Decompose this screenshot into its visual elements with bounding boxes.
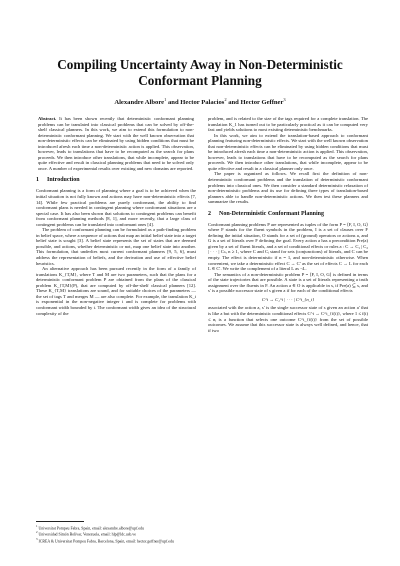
author-separator: and (228, 99, 239, 107)
abstract-text: It has been shown recently that deterministic conformant planning problems can be translated into classical problems that can be solved by off-the-shelf classical planners. In this work, we aim to extend this formulation to non-deterministic conformant planning. We start with the well known observation that non-deterministic effects can be eliminated by using hidden conditions that must be introduced afresh each time a non-deterministic action is applied. This observation, however, leads to translations that have to be recomputed as the search for plans proceeds. We then introduce other translations, that while incomplete, appear to be quite effective and result in classical planning problems that need to be solved only once. A number of experimental results over existing and new domains are reported. (38, 116, 194, 171)
footnote-rule (36, 521, 84, 522)
paragraph: An alternative approach has been pursued recently in the form of a family of translations K_{T,M}, where T and M are two parameters, such that the plans for a deterministic conformant problem P are obtained from the plans of the classical problem K_{T,M}(P), that are computed by off-the-shelf classical planners [12]. These K_{T,M} translations are sound, and for suitable choices of the parameters — the set of tags T and merges M — are also complete. For example, the translation K_i is exponential in the non-negative integer i and is complete for problems with conformant width bounded by i. The conformant width gives an idea of the structural complexity of the (36, 266, 196, 316)
footnote-mark: 1 (36, 523, 38, 528)
author-name: Alexandre Albore (114, 99, 165, 107)
abstract-label: Abstract. (38, 116, 57, 121)
footnote (36, 524, 196, 531)
paragraph: Conformant planning problems P are represented as tuples of the form P = ⟨F, I, O, G⟩ where F stands for the fluent symbols in the problem, I is a set of clauses over F defining the initial situation, O stands for a set of (ground) operators or actions a, and G is a set of literals over F defining the goal. Every action a has a precondition Pre(a) given by a set of fluent literals, and a set of conditional effects or rules a : C → C₁ | C₂ | · · · | Cₙ, n ≥ 1, where C and Cᵢ stand for sets (conjunctions) of literals, and C can be empty. The effect is deterministic if n = 1, and non-deterministic otherwise. When convenient, we take a deterministic effect C → C′ as the set of effects C → L for each L ∈ C′. We write the complement of a literal L as ¬L. (208, 221, 368, 272)
section-heading (36, 177, 196, 184)
paragraph: Conformant planning is a form of planning where a goal is to be achieved when the initial situation is not fully known and actions may have non-deterministic effects [7, 14]. While few practical problems are purely conformant, the ability to find conformant plans is needed in contingent planning where conformant situations are a special case. It has also been shown that solutions to contingent problems can benefit from conformant planning methods [8, 1], and more recently, that a large class of contingent problems can be translated into conformant ones [4]. (36, 188, 196, 227)
equation: C^i → C₁^i | · · · | C^i_{n_i} (261, 296, 315, 302)
section-number: 2 (208, 210, 211, 217)
author-mark: 2 (224, 97, 227, 102)
author-name: Hector Geffner (240, 99, 284, 107)
author-line (30, 96, 370, 107)
footnote-text: ICREA & Universitat Pompeu Fabra, Barcelona, Spain, email: hector.geffner@upf.edu (38, 539, 174, 544)
paper-title: Compiling Uncertainty Away in Non-Deterministic Conformant Planning (57, 57, 343, 88)
paragraph: The paper is organized as follows. We recall first the definition of non-deterministic conformant problems and the translation of deterministic conformant problems into classical ones. We then consider a standard deterministic relaxation of non-deterministic problems and its use for defining three types of translation-based planners able to handle non-deterministic actions. We then test these planners and summarize the results. (208, 171, 368, 205)
footnote-text: Universidad Simón Bolívar, Venezuela, email: hlp@ldc.usb.ve (38, 532, 136, 537)
right-column (208, 116, 368, 333)
paragraph: problem, and is related to the size of the tags required for a complete translation. The translation K_1 has turned out to be particularly practical as it can be computed very fast and yields solutions to most existing deterministic benchmarks. (208, 116, 368, 133)
section-heading (208, 211, 368, 218)
paragraph: The semantics of a non-deterministic problem P = ⟨F, I, O, G⟩ is defined in terms of the state trajectories that are possible. A state is a set of literals representing a truth assignment over the fluents in F. An action a ∈ O is applicable in s, if Pre(a) ⊆ s, and s′ is a possible successor state of s given a if for each of the conditional effects (208, 271, 368, 294)
footnote-mark: 3 (36, 537, 38, 542)
abstract (36, 116, 196, 171)
left-column (36, 116, 196, 316)
author-separator: and (168, 99, 179, 107)
paragraph: The problem of conformant planning can be formulated as a path-finding problem in belief space, where a sequence of actions that map an initial belief state into a target belief state is sought [3]. A belief state represents the set of states that are deemed possible, and actions, whether deterministic or not, map one belief state into another. This formulation, that underlies most current conformant planners [9, 5, 6], must address the representation of beliefs, and the derivation and use of effective belief heuristics. (36, 227, 196, 266)
footnotes (36, 521, 196, 544)
footnote-mark: 2 (36, 530, 38, 535)
author-name: Hector Palacios (180, 99, 225, 107)
section-title: Non-Deterministic Conformant Planning (219, 210, 324, 217)
author-mark: 1 (164, 97, 167, 102)
footnote (36, 537, 196, 544)
author-mark: 3 (283, 97, 286, 102)
section-title: Introduction (47, 177, 80, 184)
paragraph: associated with the action a, s′ is the single successor state of s given an action a′ that is like a but with the deterministic conditional effects C^i → C^i_{f(i)}, where 1 ≤ f(i) ≤ nᵢ is a function that selects one outcome C^i_{f(i)} from the set of possible outcomes. We assume that this successor state is always well defined, and hence, that if two (208, 305, 368, 333)
paragraph: In this work, we aim to extend the translation-based approach to conformant planning featuring non-deterministic effects. We start with the well known observation that non-deterministic effects can be eliminated by using hidden conditions that must be introduced afresh each time a non-deterministic action is applied. This observation, however, leads to translations that have to be recomputed as the search for plans proceeds. We then introduce other translations, that while incomplete, appear to be quite effective and result in a classical planner only once. (208, 132, 368, 171)
footnote (36, 530, 196, 537)
footnote-text: Universitat Pompeu Fabra, Spain, email: alexandre.albore@upf.edu (38, 525, 144, 530)
section-number: 1 (36, 177, 39, 184)
